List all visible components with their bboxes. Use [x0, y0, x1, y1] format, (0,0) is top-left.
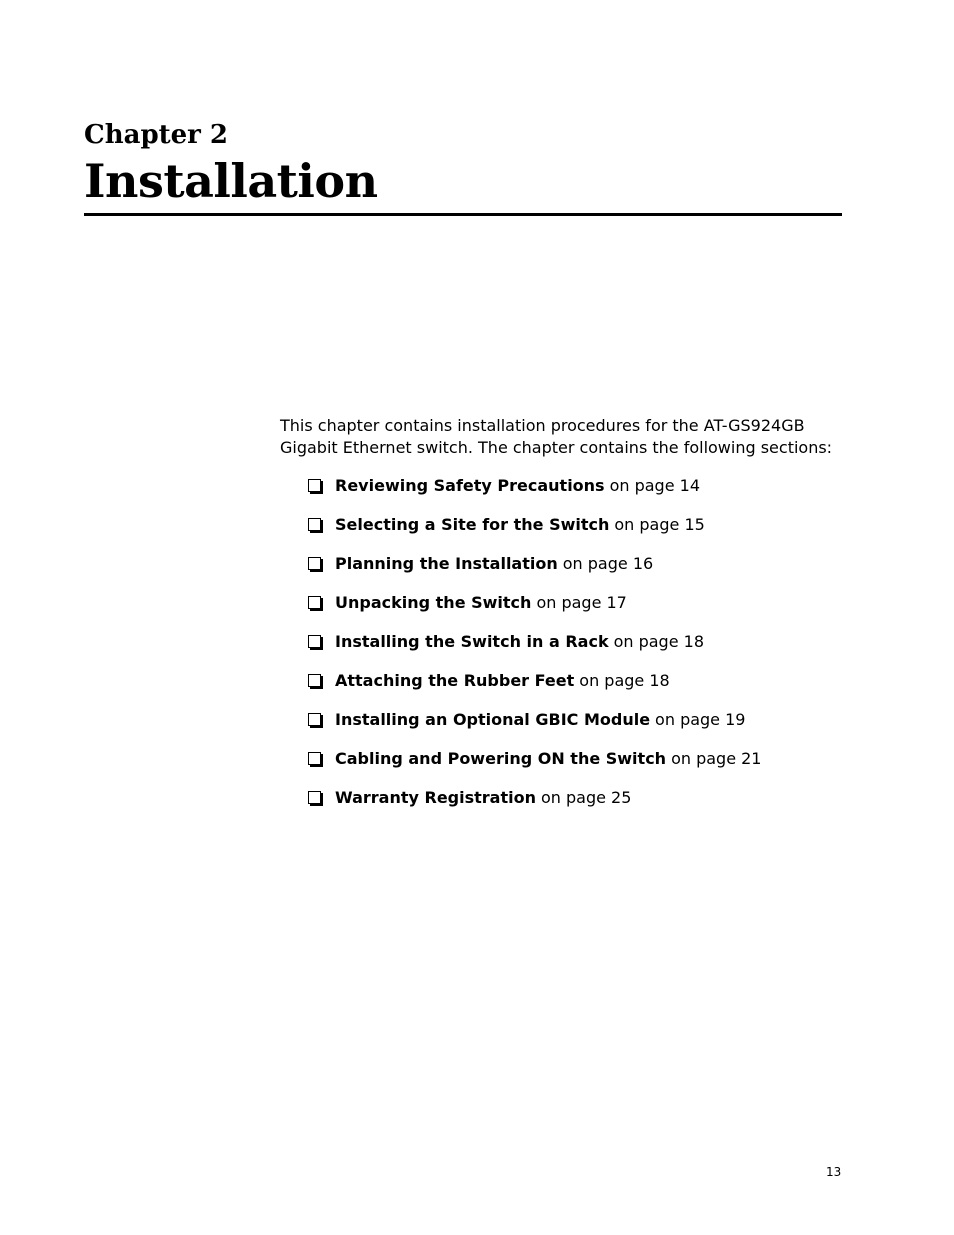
page-ref: on page 19 — [655, 710, 746, 729]
section-item-gbic — [308, 708, 761, 747]
page-ref: on page 25 — [540, 788, 632, 807]
page-ref: on page 21 — [671, 749, 762, 768]
chapter-label: Chapter 2 — [84, 120, 229, 150]
section-link-rubber-feet[interactable]: Attaching the Rubber Feet — [335, 671, 575, 690]
section-item-warranty — [308, 786, 761, 825]
section-link-warranty[interactable]: Warranty Registration — [335, 788, 536, 807]
checkbox-bullet-icon — [308, 635, 321, 648]
section-link-cabling[interactable]: Cabling and Powering ON the Switch — [335, 749, 667, 768]
checkbox-bullet-icon — [308, 596, 321, 609]
checkbox-bullet-icon — [308, 752, 321, 765]
section-link-gbic[interactable]: Installing an Optional GBIC Module — [335, 710, 651, 729]
intro-line-1: This chapter contains installation procedures for the AT-GS924GB — [280, 416, 805, 435]
intro-paragraph — [280, 415, 840, 459]
page-ref: on page 16 — [562, 554, 654, 573]
page-ref: on page 18 — [579, 671, 670, 690]
checkbox-bullet-icon — [308, 557, 321, 570]
section-link-rack[interactable]: Installing the Switch in a Rack — [335, 632, 609, 651]
section-item-rack — [308, 630, 761, 669]
page-ref: on page 15 — [614, 515, 705, 534]
section-item-planning — [308, 552, 761, 591]
section-item-unpacking — [308, 591, 761, 630]
page-ref: on page 17 — [536, 593, 627, 612]
checkbox-bullet-icon — [308, 713, 321, 726]
section-link-safety[interactable]: Reviewing Safety Precautions — [335, 476, 605, 495]
checkbox-bullet-icon — [308, 791, 321, 804]
section-link-unpacking[interactable]: Unpacking the Switch — [335, 593, 532, 612]
checkbox-bullet-icon — [308, 674, 321, 687]
page-ref: on page 14 — [609, 476, 700, 495]
intro-line-2: Gigabit Ethernet switch. The chapter contains the following sections: — [280, 438, 833, 457]
title-rule — [84, 213, 842, 216]
checkbox-bullet-icon — [308, 479, 321, 492]
section-item-safety — [308, 474, 761, 513]
page-ref: on page 18 — [613, 632, 704, 651]
checkbox-bullet-icon — [308, 518, 321, 531]
page-number: 13 — [826, 1165, 842, 1179]
chapter-title: Installation — [84, 154, 378, 208]
section-item-site — [308, 513, 761, 552]
section-link-site[interactable]: Selecting a Site for the Switch — [335, 515, 610, 534]
section-link-planning[interactable]: Planning the Installation — [335, 554, 558, 573]
section-item-rubber-feet — [308, 669, 761, 708]
section-list — [308, 474, 761, 825]
section-item-cabling — [308, 747, 761, 786]
